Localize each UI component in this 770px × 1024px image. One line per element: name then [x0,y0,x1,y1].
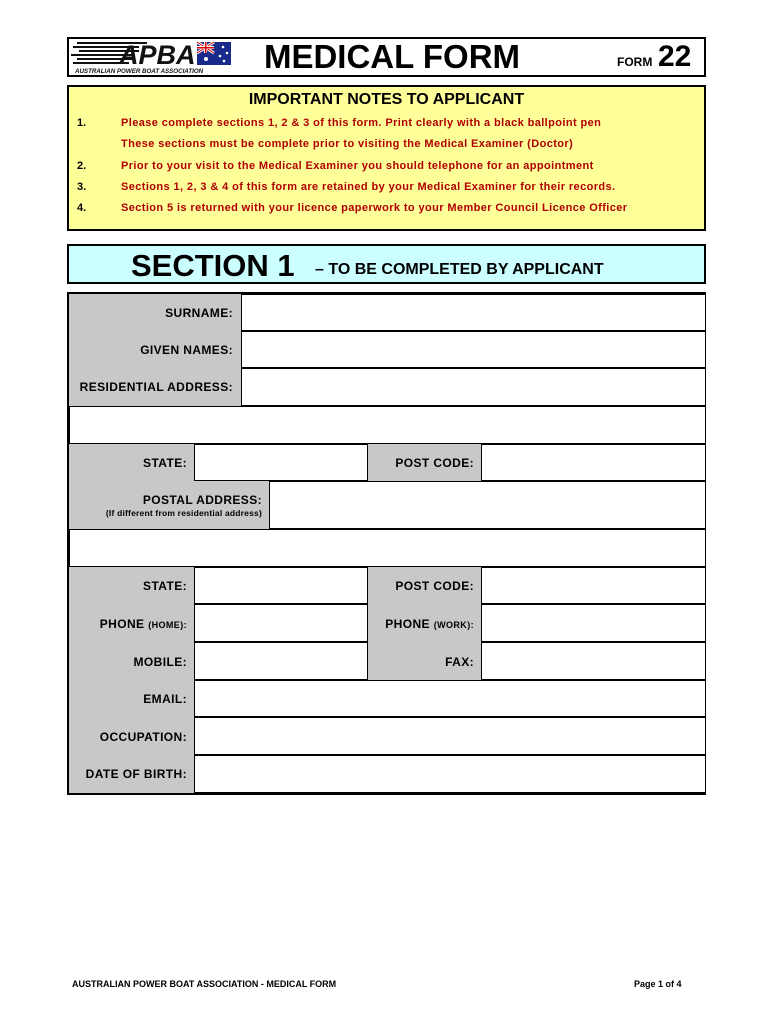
note-text: These sections must be complete prior to visiting the Medical Examiner (Doctor) [121,138,574,150]
note-number: 4. [77,202,87,214]
note-number: 1. [77,117,87,129]
section-title: SECTION 1 [131,248,295,283]
note-text: Please complete sections 1, 2 & 3 of this form. Print clearly with a black ballpoint pen [121,117,602,129]
important-notes-panel [67,85,706,231]
email-label: EMAIL: [143,692,187,706]
note-text: Section 5 is returned with your licence paperwork to your Member Council Licence Officer [121,202,628,214]
page-number: Page 1 of 4 [634,979,682,989]
mobile-label: MOBILE: [133,655,187,669]
form-title: MEDICAL FORM [263,38,521,75]
notes-title: IMPORTANT NOTES TO APPLICANT [248,91,525,108]
apba-logo [69,39,239,75]
postal-post-code-field[interactable] [481,567,706,604]
email-field[interactable] [194,680,706,717]
section-subtitle: – TO BE COMPLETED BY APPLICANT [315,261,604,278]
postal-address-label: POSTAL ADDRESS: [142,493,262,507]
state-field[interactable] [194,444,368,481]
state-label: STATE: [143,456,187,470]
australian-flag-icon [197,42,231,65]
residential-address-label: RESIDENTIAL ADDRESS: [79,380,233,394]
form-number-label: FORM [617,55,653,69]
postal-address-line2-field[interactable] [69,529,706,567]
postal-state-field[interactable] [194,567,368,604]
mobile-field[interactable] [194,642,368,680]
date-of-birth-field[interactable] [194,755,706,793]
postal-address-note: (If different from residential address) [105,508,262,518]
residential-address-line2-field[interactable] [69,406,706,444]
occupation-field[interactable] [194,717,706,755]
phone-home-label: PHONE (HOME): [99,617,187,631]
footer-title: AUSTRALIAN POWER BOAT ASSOCIATION - MEDICAL FORM [72,979,337,989]
surname-field[interactable] [241,294,706,331]
form-header [67,37,706,77]
postal-post-code-label: POST CODE: [395,579,474,593]
postal-address-field[interactable] [269,481,706,529]
phone-work-label: PHONE (WORK): [385,617,474,631]
section-1-banner [67,244,706,284]
form-number: 22 [658,40,692,73]
given-names-label: GIVEN NAMES: [140,343,233,357]
post-code-field[interactable] [481,444,706,481]
postal-state-label: STATE: [143,579,187,593]
note-number: 2. [77,160,87,172]
svg-text:APBA: APBA [119,40,196,70]
occupation-label: OCCUPATION: [99,730,187,744]
post-code-label: POST CODE: [395,456,474,470]
fax-label: FAX: [445,655,474,669]
given-names-field[interactable] [241,331,706,368]
svg-text:AUSTRALIAN POWER BOAT ASSOCIAT: AUSTRALIAN POWER BOAT ASSOCIATION [75,68,204,75]
date-of-birth-label: DATE OF BIRTH: [85,767,187,781]
residential-address-field[interactable] [241,368,706,406]
fax-field[interactable] [481,642,706,680]
surname-label: SURNAME: [165,306,233,320]
phone-work-field[interactable] [481,604,706,642]
note-number: 3. [77,181,87,193]
phone-home-field[interactable] [194,604,368,642]
note-text: Sections 1, 2, 3 & 4 of this form are retained by your Medical Examiner for their records. [121,181,616,193]
applicant-details-form [67,292,706,795]
note-text: Prior to your visit to the Medical Examiner you should telephone for an appointment [121,160,594,172]
